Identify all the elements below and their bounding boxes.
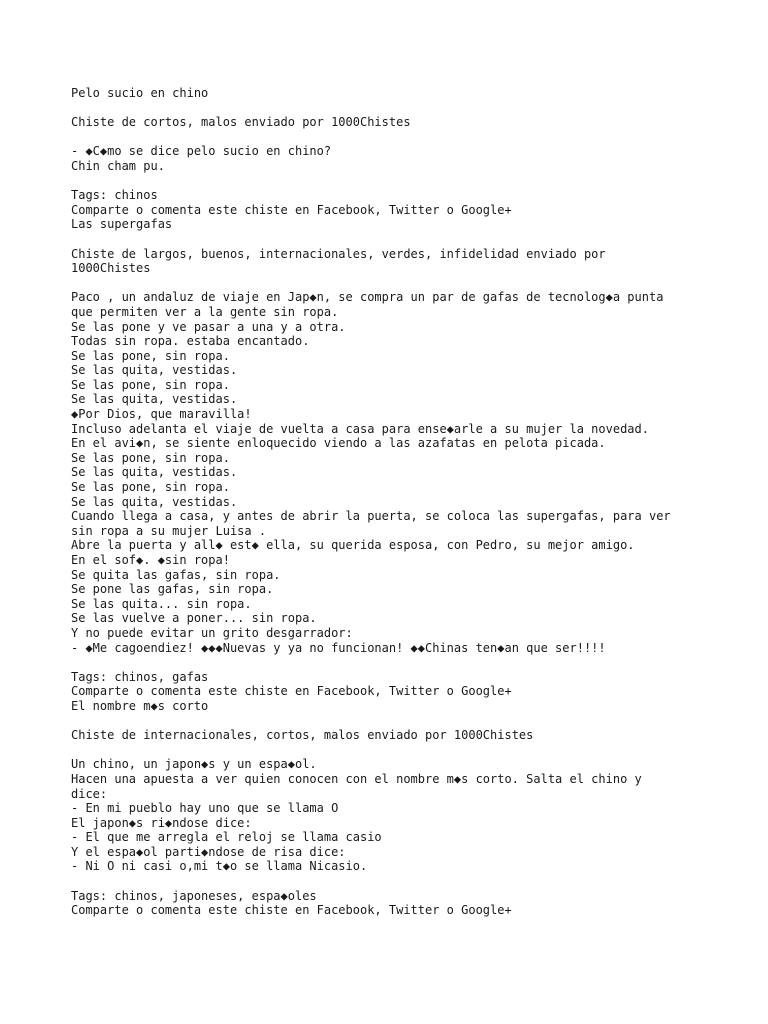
text-line: Todas sin ropa. estaba encantado. <box>71 334 310 349</box>
text-line: sin ropa a su mujer Luisa . <box>71 523 267 538</box>
text-line: Se las quita, vestidas. <box>71 392 238 407</box>
text-line: En el avi◆n, se siente enloquecido viendo a las azafatas en pelota picada. <box>71 436 606 451</box>
text-line: Las supergafas <box>71 217 173 232</box>
text-line: Tags: chinos, japoneses, espa◆oles <box>71 888 317 903</box>
text-line: Comparte o comenta este chiste en Facebook, Twitter o Google+ <box>71 684 512 699</box>
text-line: ◆Por Dios, que maravilla! <box>71 407 252 422</box>
text-line: Incluso adelanta el viaje de vuelta a casa para ense◆arle a su mujer la novedad. <box>71 421 649 436</box>
text-line: Hacen una apuesta a ver quien conocen con el nombre m◆s corto. Salta el chino y <box>71 771 642 786</box>
text-line: Se pone las gafas, sin ropa. <box>71 582 274 597</box>
text-line: - ◆Me cagoendiez! ◆◆◆Nuevas y ya no funcionan! ◆◆Chinas ten◆an que ser!!!! <box>71 640 606 655</box>
document-body <box>71 86 761 918</box>
text-line: - En mi pueblo hay uno que se llama O <box>71 801 339 816</box>
text-line: Pelo sucio en chino <box>71 86 209 100</box>
text-line: Cuando llega a casa, y antes de abrir la puerta, se coloca las supergafas, para ver <box>71 509 671 524</box>
text-line: El japon◆s ri◆ndose dice: <box>71 815 252 830</box>
blank-line <box>71 232 761 247</box>
text-line: Tags: chinos <box>71 188 158 203</box>
text-line: En el sof◆. ◆sin ropa! <box>71 553 230 567</box>
blank-line <box>71 276 761 291</box>
text-line: Tags: chinos, gafas <box>71 669 209 684</box>
text-line: Se las vuelve a poner... sin ropa. <box>71 611 317 626</box>
blank-line <box>71 874 761 889</box>
text-line: El nombre m◆s corto <box>71 698 209 713</box>
text-line: Se las pone y ve pasar a una y a otra. <box>71 319 346 334</box>
blank-line <box>71 174 761 189</box>
text-line: Chiste de cortos, malos enviado por 1000Chistes <box>71 115 411 130</box>
text-line: Se las quita, vestidas. <box>71 363 238 378</box>
text-line: Se las pone, sin ropa. <box>71 480 230 495</box>
text-line: Se las pone, sin ropa. <box>71 377 230 392</box>
blank-line <box>71 130 761 145</box>
text-line: Se las quita, vestidas. <box>71 494 238 509</box>
text-line: Chin cham pu. <box>71 158 165 173</box>
blank-line <box>71 714 761 729</box>
text-line: Abre la puerta y all◆ est◆ ella, su querida esposa, con Pedro, su mejor amigo. <box>71 538 635 553</box>
blank-line <box>71 655 761 670</box>
text-line: Se las pone, sin ropa. <box>71 348 230 363</box>
text-line: Comparte o comenta este chiste en Facebook, Twitter o Google+ <box>71 903 512 918</box>
text-line: Se las pone, sin ropa. <box>71 450 230 465</box>
text-line: Se las quita... sin ropa. <box>71 596 252 611</box>
text-line: - ◆C◆mo se dice pelo sucio en chino? <box>71 144 332 159</box>
text-line: Se quita las gafas, sin ropa. <box>71 567 281 582</box>
text-line: Chiste de internacionales, cortos, malos enviado por 1000Chistes <box>71 728 534 743</box>
text-line: Se las quita, vestidas. <box>71 465 238 480</box>
text-line: - El que me arregla el reloj se llama casio <box>71 830 382 845</box>
text-line: - Ni O ni casi o,mi t◆o se llama Nicasio. <box>71 859 368 874</box>
text-line: Y no puede evitar un grito desgarrador: <box>71 625 353 640</box>
text-line: Chiste de largos, buenos, internacionales, verdes, infidelidad enviado por <box>71 246 606 261</box>
text-line: Paco , un andaluz de viaje en Jap◆n, se compra un par de gafas de tecnolog◆a punta <box>71 290 664 305</box>
text-line: 1000Chistes <box>71 261 151 276</box>
text-line: que permiten ver a la gente sin ropa. <box>71 304 339 319</box>
blank-line <box>71 101 761 116</box>
text-line: Y el espa◆ol parti◆ndose de risa dice: <box>71 844 346 859</box>
text-line: Un chino, un japon◆s y un espa◆ol. <box>71 757 317 772</box>
blank-line <box>71 743 761 758</box>
text-line: Comparte o comenta este chiste en Facebook, Twitter o Google+ <box>71 202 512 217</box>
text-line: dice: <box>71 786 108 801</box>
